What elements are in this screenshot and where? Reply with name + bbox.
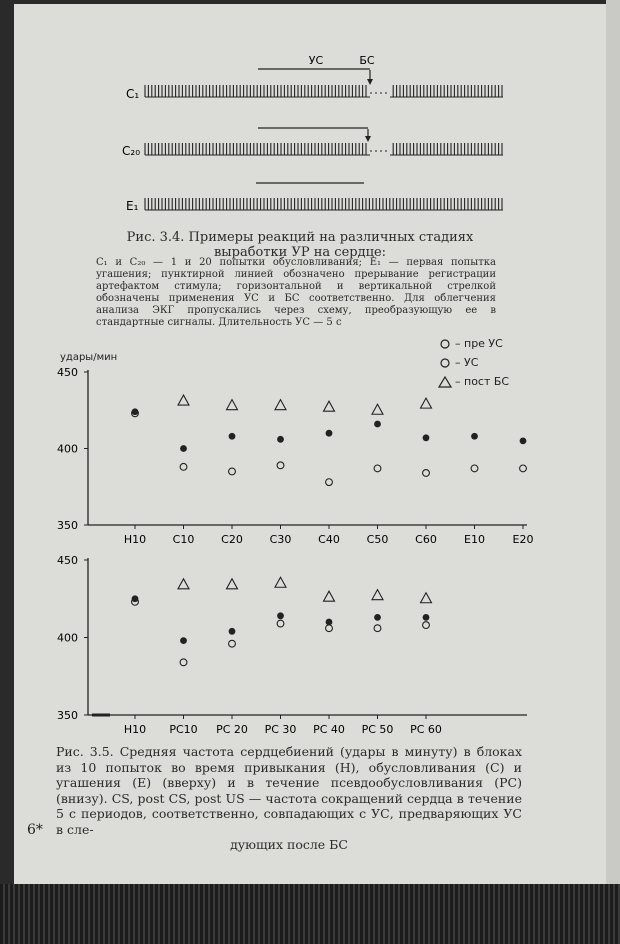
x-tick-label: C20: [221, 533, 243, 546]
point-post-us: [421, 593, 432, 603]
point-post-us: [421, 398, 432, 408]
point-pre-cs: [277, 620, 284, 627]
point-cs: [520, 437, 527, 444]
point-cs: [180, 637, 187, 644]
x-tick-label: E20: [512, 533, 534, 546]
x-tick-label: РС 40: [313, 723, 345, 736]
figure-3-4: [0, 0, 620, 230]
page-number: 6*: [27, 822, 43, 838]
x-tick-label: C40: [318, 533, 340, 546]
point-pre-cs: [180, 463, 187, 470]
point-pre-cs: [326, 625, 333, 632]
point-cs: [132, 408, 139, 415]
point-cs: [180, 445, 187, 452]
row-label-c20: C₂₀: [122, 144, 140, 158]
point-pre-cs: [277, 462, 284, 469]
point-post-us: [324, 591, 335, 601]
point-pre-cs: [471, 465, 478, 472]
point-cs: [326, 430, 333, 437]
x-tick-label: E10: [464, 533, 485, 546]
point-post-us: [227, 579, 238, 589]
point-post-us: [178, 579, 189, 589]
ecg-trace-c20: [145, 143, 503, 155]
y-tick-label: 450: [57, 554, 78, 567]
point-pre-cs: [180, 659, 187, 666]
point-pre-cs: [423, 470, 430, 477]
point-cs: [423, 434, 430, 441]
point-pre-cs: [326, 479, 333, 486]
x-tick-label: C60: [415, 533, 437, 546]
x-tick-label: C10: [172, 533, 195, 546]
point-post-us: [227, 400, 238, 410]
point-pre-cs: [229, 640, 236, 647]
point-post-us: [372, 590, 383, 600]
us-arrowhead-1: [367, 79, 373, 85]
point-cs: [277, 436, 284, 443]
y-axis-unit-label: удары/мин: [60, 352, 118, 363]
x-tick-label: РС 20: [216, 723, 248, 736]
y-tick-label: 350: [57, 519, 78, 532]
x-tick-label: РС 60: [410, 723, 442, 736]
x-tick-label: РС 30: [264, 723, 297, 736]
ecg-trace-c1: [145, 85, 503, 97]
point-post-us: [275, 400, 286, 410]
open-circle-icon: [441, 340, 449, 348]
point-pre-cs: [374, 465, 381, 472]
point-cs: [471, 433, 478, 440]
x-tick-label: H10: [123, 723, 147, 736]
heart-rate-chart-bottom: [0, 550, 620, 740]
point-cs: [132, 595, 139, 602]
legend-item-pre-cs: [438, 334, 509, 353]
figure-3-5-caption: [56, 744, 522, 853]
x-tick-label: C30: [269, 533, 292, 546]
point-post-us: [275, 577, 286, 587]
x-tick-label: C50: [366, 533, 389, 546]
row-label-c1: C₁: [126, 87, 140, 101]
cs-label: УС: [308, 54, 324, 67]
point-cs: [277, 612, 284, 619]
y-tick-label: 400: [57, 442, 78, 456]
point-pre-cs: [423, 622, 430, 629]
legend-label: – пре УС: [455, 337, 503, 350]
x-tick-label: РС 50: [361, 723, 394, 736]
point-cs: [229, 628, 236, 635]
point-post-us: [178, 395, 189, 405]
scan-margin: [0, 884, 620, 944]
figure-3-4-caption-title: Рис. 3.4. Примеры реакций на различных стадиях выработки УР на сердце:: [126, 230, 474, 260]
row-label-e1: E₁: [126, 199, 139, 213]
point-cs: [229, 433, 236, 440]
legend-label: – пост БС: [455, 375, 510, 388]
point-post-us: [372, 404, 383, 414]
caption-text: Рис. 3.5. Средняя частота сердцебиений (удары в минуту) в блоках из 10 попыток во время привыкания (H), обусловливания (C) и угашения (E) (вверху) и в течение псевдообусловливания (PC) (внизу). CS, post CS, post US — частота сокращений сердца в течение 5 с периодов, соответственно, совпадающих с УС, предваряющих УС в сле-: [56, 744, 522, 837]
legend-label: – УС: [455, 356, 479, 369]
x-tick-label: РС10: [169, 723, 198, 736]
x-tick-label: H10: [123, 533, 147, 546]
y-tick-label: 450: [57, 366, 78, 379]
point-cs: [374, 421, 381, 428]
point-cs: [326, 619, 333, 626]
point-pre-cs: [374, 625, 381, 632]
point-cs: [374, 614, 381, 621]
figure-3-4-caption-body: C₁ и C₂₀ — 1 и 20 попытки обусловливания; E₁ — первая попытка угашения; пунктирной линией обозначено прерывание регистрации артефактом стимула; горизонтальной и вертикальной стрелкой обозначены применения УС и БС соответственно. Для облегчения анализа ЭКГ пропускались через схему, преобразующую ее в стандартные сигналы. Длительность УС — 5 с: [96, 257, 496, 328]
heart-rate-chart-top: [0, 360, 620, 550]
point-cs: [423, 614, 430, 621]
ecg-trace-e1: [145, 198, 503, 210]
point-pre-cs: [229, 468, 236, 475]
y-tick-label: 350: [57, 709, 78, 722]
us-label: БС: [359, 54, 375, 67]
point-pre-cs: [520, 465, 527, 472]
caption-last-line: дующих после БС: [230, 837, 348, 852]
us-arrowhead-2: [365, 136, 371, 142]
y-tick-label: 400: [57, 631, 78, 645]
point-post-us: [324, 401, 335, 411]
